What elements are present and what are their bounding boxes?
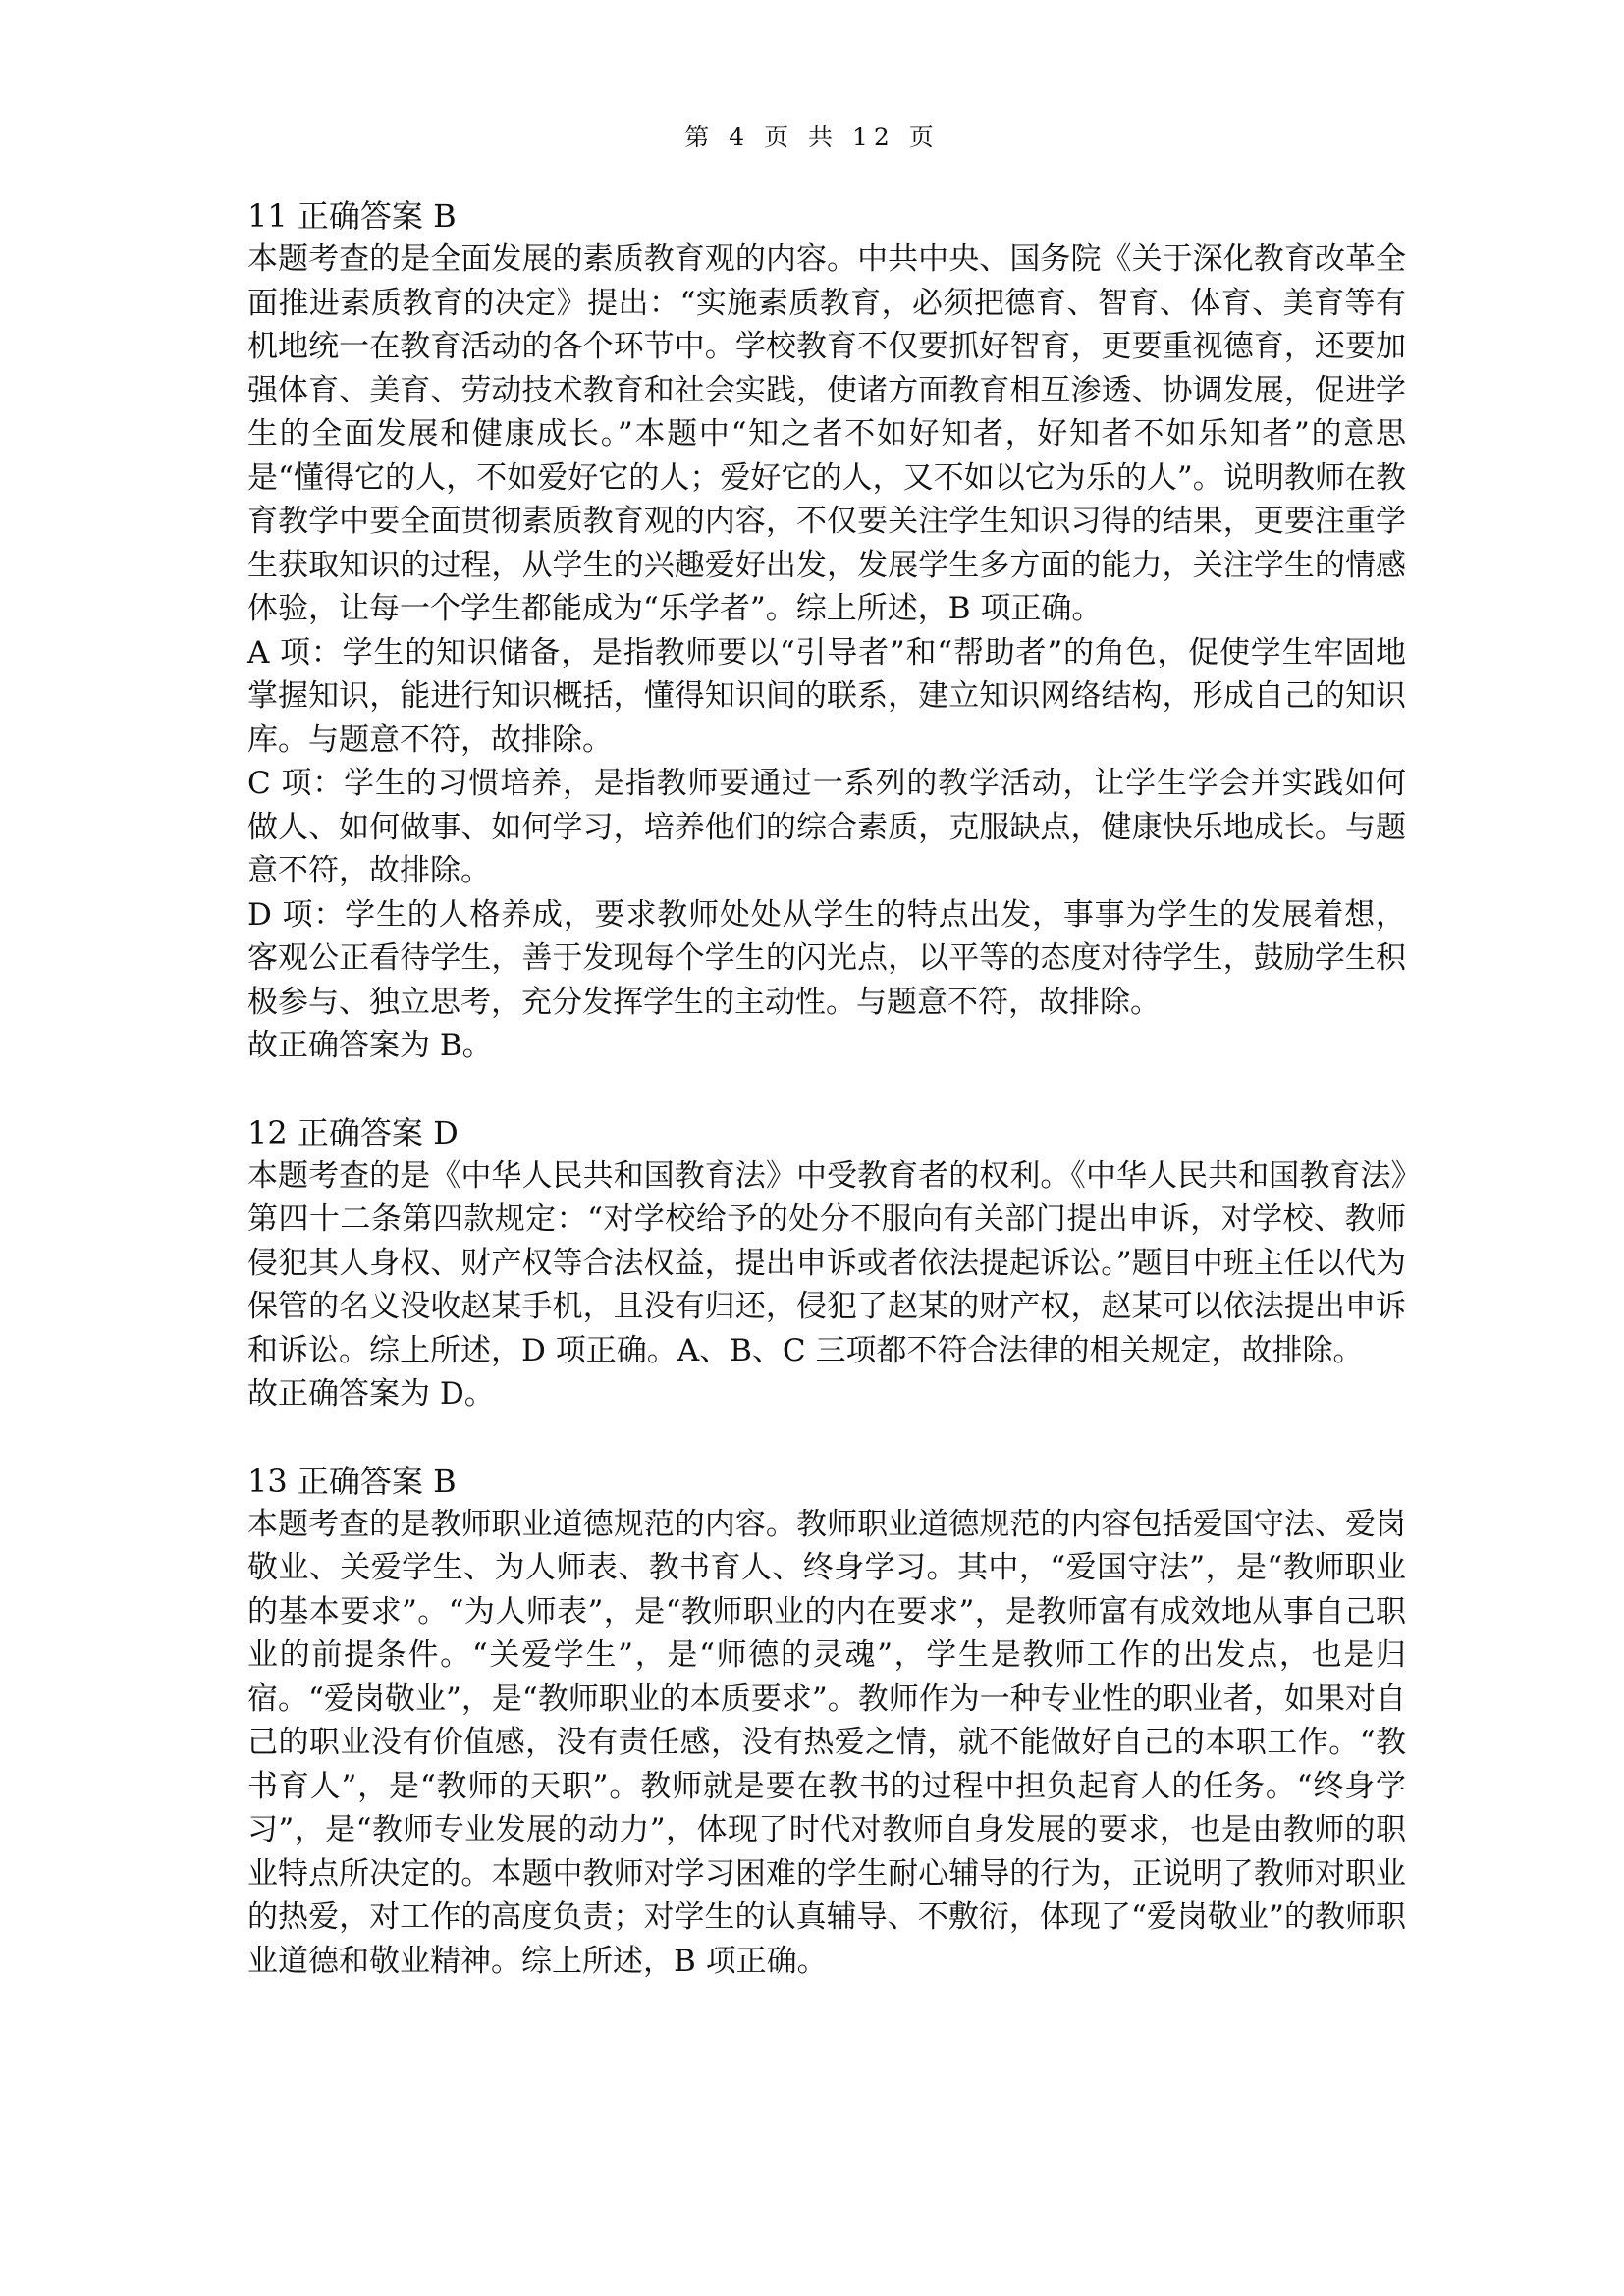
final-answer: 故正确答案为 D。 (247, 1376, 495, 1412)
answer-heading: 12 正确答案 D (247, 1113, 459, 1151)
explanation-paragraph: 本题考查的是教师职业道德规范的内容。教师职业道德规范的内容包括爱国守法、爱岗敬业、关爱学生、为人师表、教书育人、终身学习。其中，“爱国守法”，是“教师职业的基本要求”。“为人师表”，是“教师职业的内在要求”，是教师富有成效地从事自己职业的前提条件。“关爱学生”，是“师德的灵魂”，学生是教师工作的出发点，也是归宿。“爱岗敬业”，是“教师职业的本质要求”。教师作为一种专业性的职业者，如果对自己的职业没有价值感，没有责任感，没有热爱之情，就不能做好自己的本职工作。“教书育人”，是“教师的天职”。教师就是要在教书的过程中担负起育人的任务。“终身学习”，是“教师专业发展的动力”，体现了时代对教师自身发展的要求，也是由教师的职业特点所决定的。本题中教师对学习困难的学生耐心辅导的行为，正说明了教师对职业的热爱，对工作的高度负责；对学生的认真辅导、不敷衍，体现了“爱岗敬业”的教师职业道德和敬业精神。综上所述，B 项正确。 (247, 1506, 1406, 1979)
document-body (247, 194, 1406, 2026)
explanation-paragraph: 本题考查的是全面发展的素质教育观的内容。中共中央、国务院《关于深化教育改革全面推进素质教育的决定》提出：“实施素质教育，必须把德育、智育、体育、美育等有机地统一在教育活动的各个环节中。学校教育不仅要抓好智育，更要重视德育，还要加强体育、美育、劳动技术教育和社会实践，使诸方面教育相互渗透、协调发展，促进学生的全面发展和健康成长。”本题中“知之者不如好知者，好知者不如乐知者”的意思是“懂得它的人，不如爱好它的人；爱好它的人，又不如以它为乐的人”。说明教师在教育教学中要全面贯彻素质教育观的内容，不仅要关注学生知识习得的结果，更要注重学生获取知识的过程，从学生的兴趣爱好出发，发展学生多方面的能力，关注学生的情感体验，让每一个学生都能成为“乐学者”。综上所述，B 项正确。 (247, 241, 1406, 626)
page-number-header: 第 4 页 共 12 页 (684, 123, 940, 151)
final-answer: 故正确答案为 B。 (247, 1028, 493, 1063)
option-d-analysis: D 项：学生的人格养成，要求教师处处从学生的特点出发，事事为学生的发展着想，客观公正看待学生，善于发现每个学生的闪光点，以平等的态度对待学生，鼓励学生积极参与、独立思考，充分发挥学生的主动性。与题意不符，故排除。 (247, 896, 1406, 1020)
answer-heading: 11 正确答案 B (247, 197, 457, 235)
option-c-analysis: C 项：学生的习惯培养，是指教师要通过一系列的教学活动，让学生学会并实践如何做人、如何做事、如何学习，培养他们的综合素质，克服缺点，健康快乐地成长。与题意不符，故排除。 (247, 766, 1406, 888)
answer-block-13 (247, 1460, 1406, 1984)
option-a-analysis: A 项：学生的知识储备，是指教师要以“引导者”和“帮助者”的角色，促使学生牢固地掌握知识，能进行知识概括，懂得知识间的联系，建立知识网络结构，形成自己的知识库。与题意不符，故排除。 (247, 634, 1406, 758)
answer-heading: 13 正确答案 B (247, 1462, 457, 1500)
answer-block-11 (247, 194, 1406, 1068)
answer-block-12 (247, 1111, 1406, 1416)
explanation-paragraph: 本题考查的是《中华人民共和国教育法》中受教育者的权利。《中华人民共和国教育法》第四十二条第四款规定：“对学校给予的处分不服向有关部门提出申诉，对学校、教师侵犯其人身权、财产权等合法权益，提出申诉或者依法提起诉讼。”题目中班主任以代为保管的名义没收赵某手机，且没有归还，侵犯了赵某的财产权，赵某可以依法提出申诉和诉讼。综上所述，D 项正确。A、B、C 三项都不符合法律的相关规定，故排除。 (247, 1157, 1406, 1368)
